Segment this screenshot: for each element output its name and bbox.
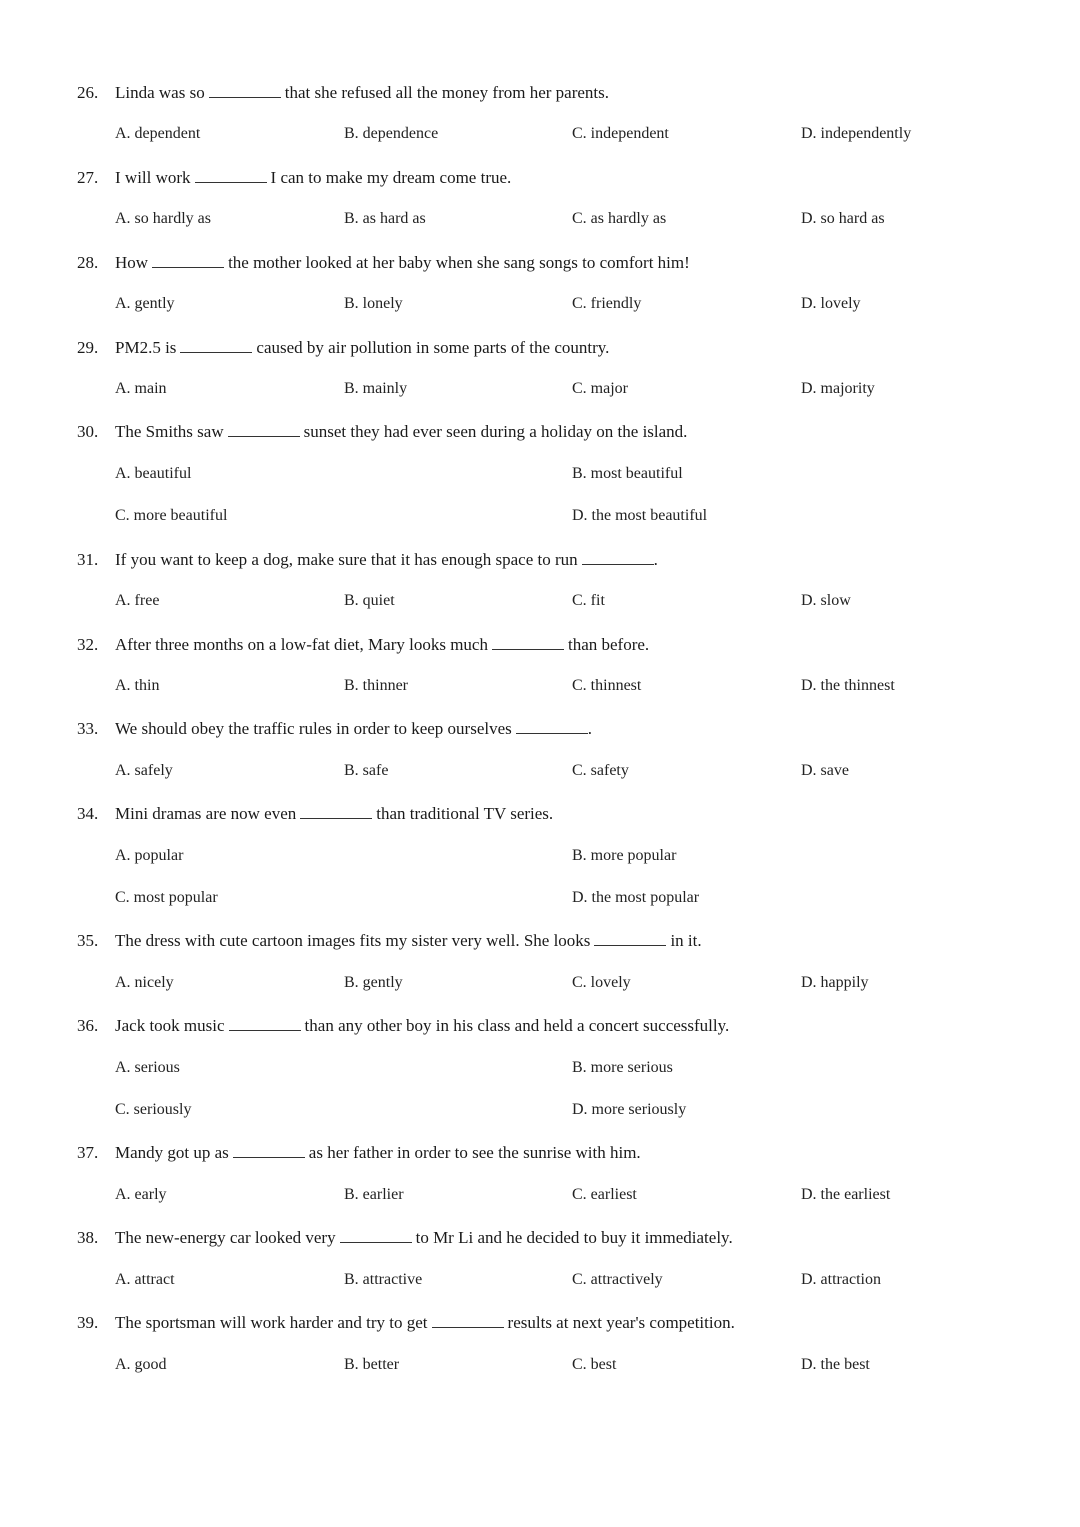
answer-blank bbox=[209, 83, 281, 98]
option-b: B. thinner bbox=[344, 677, 408, 694]
option-c: C. best bbox=[572, 1356, 617, 1373]
question-number: 29. bbox=[77, 338, 99, 357]
answer-blank bbox=[229, 1016, 301, 1031]
question-text: The dress with cute cartoon images fits my sister very well. She looks in it. bbox=[115, 931, 702, 950]
option-a: A. popular bbox=[115, 847, 184, 864]
question-text: The sportsman will work harder and try to get results at next year's competition. bbox=[115, 1313, 735, 1332]
option-b: B. gently bbox=[344, 974, 403, 991]
question-text: If you want to keep a dog, make sure that it has enough space to run . bbox=[115, 550, 658, 569]
option-d: D. more seriously bbox=[572, 1101, 687, 1118]
question-text: Mini dramas are now even than traditional TV series. bbox=[115, 804, 554, 823]
question-number: 36. bbox=[77, 1016, 99, 1035]
question-number: 28. bbox=[77, 253, 99, 272]
option-b: B. as hard as bbox=[344, 210, 426, 227]
option-a: A. dependent bbox=[115, 125, 201, 142]
answer-blank bbox=[340, 1228, 412, 1243]
answer-blank bbox=[432, 1313, 504, 1328]
option-a: A. safely bbox=[115, 762, 173, 779]
question-text: I will work I can to make my dream come true. bbox=[115, 168, 512, 187]
option-c: C. earliest bbox=[572, 1186, 637, 1203]
option-d: D. the most beautiful bbox=[572, 507, 708, 524]
option-d: D. the most popular bbox=[572, 889, 700, 906]
option-d: D. slow bbox=[801, 592, 851, 609]
option-c: C. most popular bbox=[115, 889, 218, 906]
option-a: A. good bbox=[115, 1356, 167, 1373]
option-c: C. fit bbox=[572, 592, 605, 609]
option-d: D. the earliest bbox=[801, 1186, 891, 1203]
option-a: A. attract bbox=[115, 1271, 175, 1288]
question-text: Mandy got up as as her father in order to see the sunrise with him. bbox=[115, 1143, 641, 1162]
option-a: A. nicely bbox=[115, 974, 174, 991]
question-number: 38. bbox=[77, 1228, 99, 1247]
option-a: A. free bbox=[115, 592, 160, 609]
option-c: C. friendly bbox=[572, 295, 642, 312]
question-number: 34. bbox=[77, 804, 99, 823]
answer-blank bbox=[233, 1143, 305, 1158]
answer-blank bbox=[516, 719, 588, 734]
question-text: PM2.5 is caused by air pollution in some parts of the country. bbox=[115, 338, 610, 357]
question-text: The new-energy car looked very to Mr Li and he decided to buy it immediately. bbox=[115, 1228, 733, 1247]
option-a: A. so hardly as bbox=[115, 210, 211, 227]
question-number: 39. bbox=[77, 1313, 99, 1332]
question-number: 33. bbox=[77, 719, 99, 738]
question-text: How the mother looked at her baby when she sang songs to comfort him! bbox=[115, 253, 690, 272]
option-c: C. safety bbox=[572, 762, 629, 779]
option-b: B. most beautiful bbox=[572, 465, 683, 482]
option-c: C. as hardly as bbox=[572, 210, 667, 227]
option-c: C. independent bbox=[572, 125, 669, 142]
option-a: A. early bbox=[115, 1186, 167, 1203]
option-c: C. more beautiful bbox=[115, 507, 228, 524]
question-number: 30. bbox=[77, 422, 99, 441]
option-b: B. dependence bbox=[344, 125, 439, 142]
option-a: A. gently bbox=[115, 295, 175, 312]
option-d: D. the best bbox=[801, 1356, 870, 1373]
option-b: B. more popular bbox=[572, 847, 677, 864]
question-number: 35. bbox=[77, 931, 99, 950]
question-text: We should obey the traffic rules in order to keep ourselves . bbox=[115, 719, 593, 738]
option-b: B. more serious bbox=[572, 1059, 673, 1076]
option-b: B. earlier bbox=[344, 1186, 404, 1203]
question-number: 26. bbox=[77, 83, 99, 102]
option-a: A. thin bbox=[115, 677, 160, 694]
option-a: A. main bbox=[115, 380, 167, 397]
answer-blank bbox=[492, 635, 564, 650]
option-d: D. majority bbox=[801, 380, 875, 397]
option-a: A. beautiful bbox=[115, 465, 192, 482]
option-d: D. so hard as bbox=[801, 210, 885, 227]
option-b: B. better bbox=[344, 1356, 400, 1373]
answer-blank bbox=[180, 338, 252, 353]
option-c: C. attractively bbox=[572, 1271, 663, 1288]
answer-blank bbox=[582, 550, 654, 565]
question-text: After three months on a low-fat diet, Mary looks much than before. bbox=[115, 635, 650, 654]
option-c: C. seriously bbox=[115, 1101, 192, 1118]
answer-blank bbox=[228, 422, 300, 437]
answer-blank bbox=[195, 168, 267, 183]
option-b: B. quiet bbox=[344, 592, 395, 609]
option-a: A. serious bbox=[115, 1059, 180, 1076]
question-text: The Smiths saw sunset they had ever seen during a holiday on the island. bbox=[115, 422, 688, 441]
option-b: B. safe bbox=[344, 762, 389, 779]
question-text: Linda was so that she refused all the money from her parents. bbox=[115, 83, 610, 102]
answer-blank bbox=[300, 804, 372, 819]
option-b: B. mainly bbox=[344, 380, 408, 397]
question-text: Jack took music than any other boy in his class and held a concert successfully. bbox=[115, 1016, 730, 1035]
option-d: D. lovely bbox=[801, 295, 861, 312]
option-d: D. independently bbox=[801, 125, 912, 142]
option-c: C. thinnest bbox=[572, 677, 642, 694]
option-c: C. major bbox=[572, 380, 628, 397]
question-number: 32. bbox=[77, 635, 99, 654]
answer-blank bbox=[152, 253, 224, 268]
question-number: 37. bbox=[77, 1143, 99, 1162]
option-d: D. save bbox=[801, 762, 849, 779]
option-b: B. lonely bbox=[344, 295, 403, 312]
option-d: D. the thinnest bbox=[801, 677, 895, 694]
option-d: D. happily bbox=[801, 974, 869, 991]
question-number: 27. bbox=[77, 168, 99, 187]
answer-blank bbox=[594, 931, 666, 946]
option-c: C. lovely bbox=[572, 974, 631, 991]
option-b: B. attractive bbox=[344, 1271, 423, 1288]
question-number: 31. bbox=[77, 550, 99, 569]
option-d: D. attraction bbox=[801, 1271, 881, 1288]
